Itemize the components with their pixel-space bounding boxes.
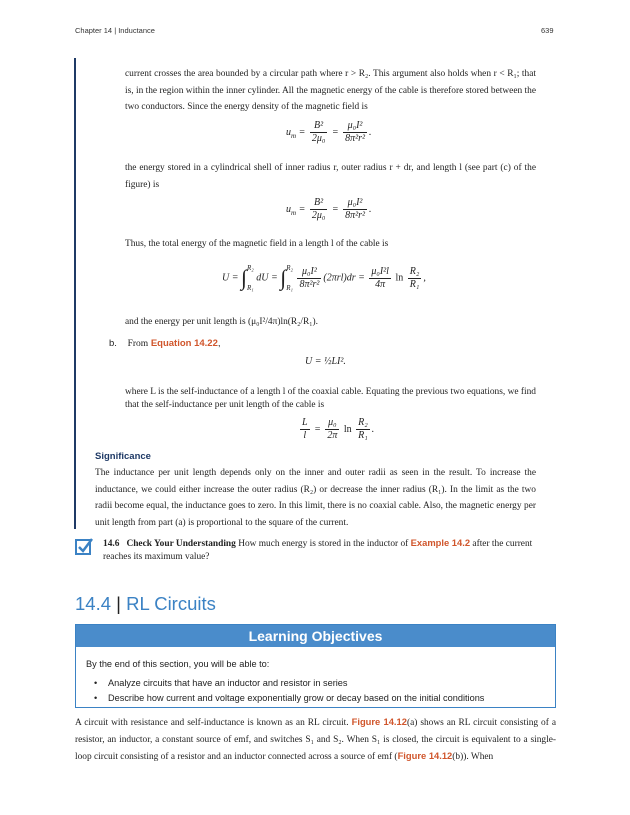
paragraph-5: where L is the self-inductance of a length l of the coaxial cable. Equating the previous two equations, we find that the self-inductance per unit length of the cable is — [125, 387, 536, 410]
learning-objectives-list — [94, 676, 484, 706]
example-sidebar-bar — [74, 58, 76, 529]
check-your-understanding: 14.6 Check Your Understanding How much energy is stored in the inductor of Example 14.2 after the current reaches its maximum value? — [103, 537, 533, 562]
example-link[interactable]: Example 14.2 — [410, 537, 471, 548]
equation-energy-density-2: $u_m$ = $\frac{\text{B²}}{\text{2μ₀}}$ = $\frac{\text{μ₀I²}}{\text{8π²r²}}$ . — [286, 197, 372, 221]
significance-heading: Significance — [95, 451, 151, 462]
page-number: 639 — [541, 26, 554, 35]
equation-inductance-per-length: $\frac{L}{l}$ = $\frac{\text{μ₀}}{2\pi}$ ln $\frac{\text{R₂}}{\text{R₁}}$ . — [302, 417, 375, 441]
paragraph-2: the energy stored in a cylindrical shell of inner radius r, outer radius r + dr, and length l (see part (c) of the figure) is — [125, 163, 536, 190]
list-item: • Describe how current and voltage exponentially grow or decay based on the initial conditions — [94, 691, 484, 706]
learning-objectives-intro: By the end of this section, you will be able to: — [86, 659, 270, 669]
figure-link[interactable]: Figure 14.12 — [397, 750, 453, 761]
learning-objectives-box — [75, 624, 556, 708]
equation-link[interactable]: Equation 14.22 — [150, 338, 218, 349]
equation-inductor-energy: U = ½LI². — [305, 356, 346, 367]
equation-energy-density-1: $u_m$ = $\frac{\text{B²}}{\text{2μ₀}}$ = $\frac{\text{μ₀I²}}{\text{8π²r²}}$ . — [286, 120, 372, 144]
significance-text: The inductance per unit length depends only on the inner and outer radii as seen in the result. To increase the inductance, we could either increase the outer radius (R₂) or decrease the inner radius (R₁). In the limit as the two radii become equal, the inductance goes to zero. In this limit, there is no coaxial cable. Also, the magnetic energy per unit length from part (a) is proportional to the square of the current. — [95, 468, 536, 528]
paragraph-4: and the energy per unit length is (μ₀I²/4π)ln(R₂/R₁). — [125, 317, 318, 327]
paragraph-1: current crosses the area bounded by a circular path where r > R₂. This argument also holds when r < R₁; that is, in the region within the inner cylinder. All the magnetic energy of the cable is therefore stored between the two conductors. Since the energy density of the magnetic field is — [125, 69, 536, 112]
learning-objectives-title: Learning Objectives — [76, 625, 555, 647]
list-item: • Analyze circuits that have an inductor and resistor in series — [94, 676, 484, 691]
rl-intro-paragraph: A circuit with resistance and self-inductance is known as an RL circuit. Figure 14.12(a) shows an RL circuit consisting of a resistor, an inductor, a constant source of emf, and switches S₁ and S₂. When S₁ is closed, the circuit is equivalent to a single-loop circuit consisting of a resistor and an inductor connected across a source of emf (Figure 14.12(b)). When — [75, 716, 556, 762]
check-understanding-icon — [75, 537, 93, 555]
paragraph-3: Thus, the total energy of the magnetic field in a length l of the cable is — [125, 239, 389, 249]
equation-total-energy: U = ∫ R₂ R₁ dU = ∫ R₂ R₁ $\frac{\text{μ₀I²}}{\text{8π²r²}}$ (2πrl)dr = $\frac{\text{μ₀I²l}}{4\pi}$ ln $\frac{\text{R₂}}{\text{R₁}}$ , — [222, 264, 426, 292]
section-heading: 14.4 | RL Circuits — [75, 593, 216, 614]
running-header: Chapter 14 | Inductance — [75, 26, 155, 35]
part-b: b. From Equation 14.22, — [109, 338, 221, 349]
figure-link[interactable]: Figure 14.12 — [351, 716, 407, 727]
